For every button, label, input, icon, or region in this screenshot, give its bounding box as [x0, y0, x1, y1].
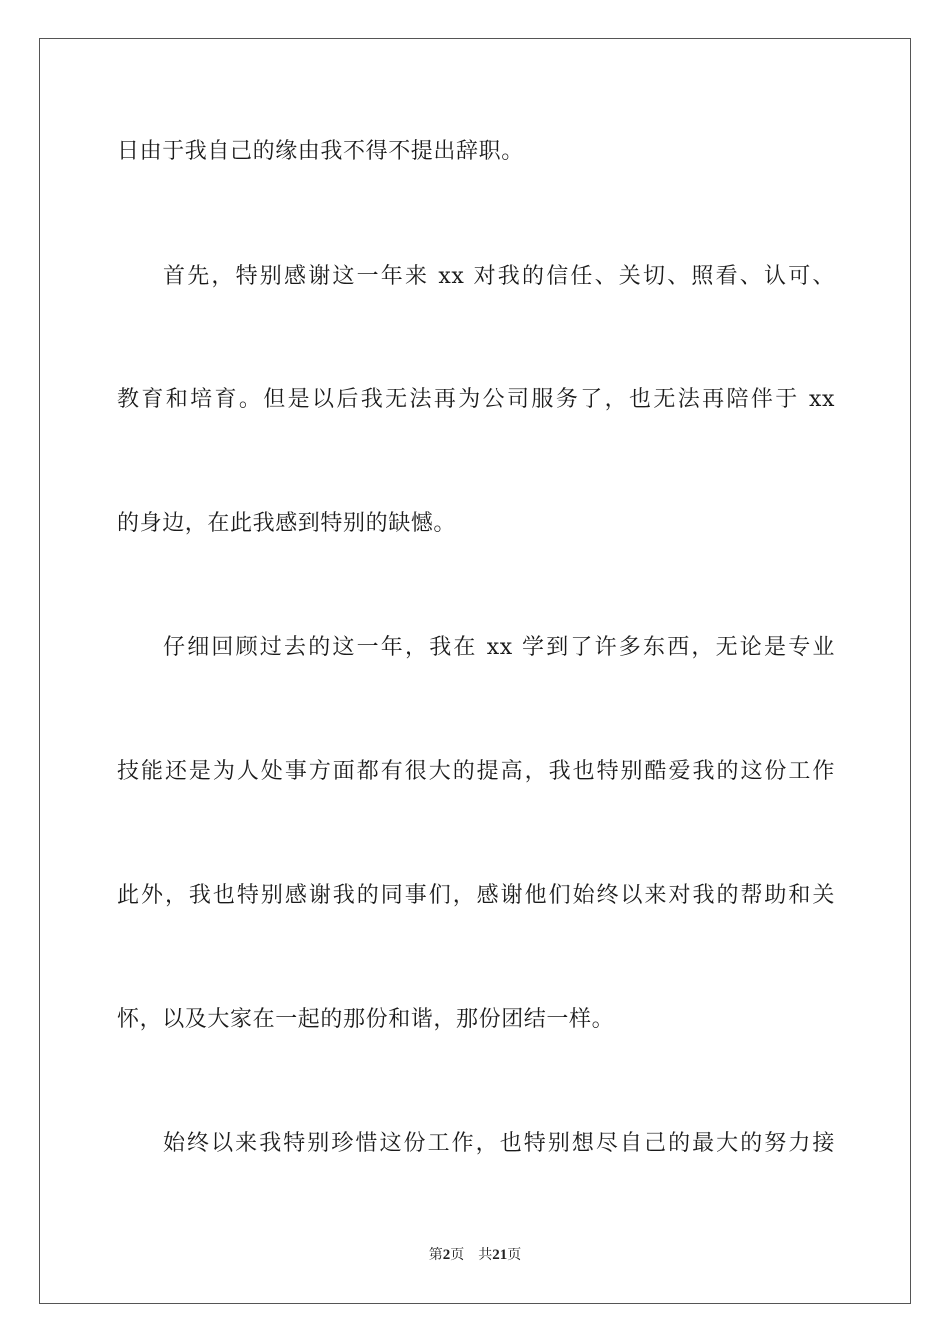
text-line: 此外，我也特别感谢我的同事们，感谢他们始终以来对我的帮助和关	[117, 883, 835, 908]
paragraph-first-line: 首先，特别感谢这一年来 xx 对我的信任、关切、照看、认可、	[163, 264, 835, 289]
text-line: 的身边，在此我感到特别的缺憾。	[117, 511, 457, 536]
text-line: 怀，以及大家在一起的那份和谐，那份团结一样。	[117, 1007, 615, 1032]
text-line: 技能还是为人处事方面都有很大的提高，我也特别酷爱我的这份工作	[117, 759, 835, 784]
page-number: 2	[442, 1247, 451, 1263]
page-footer	[0, 1246, 950, 1264]
total-pages: 21	[492, 1247, 508, 1263]
total-prefix: 共	[478, 1247, 493, 1263]
paragraph-first-line: 仔细回顾过去的这一年，我在 xx 学到了许多东西，无论是专业	[163, 635, 835, 660]
page-prefix: 第	[428, 1247, 443, 1263]
total-suffix: 页	[507, 1247, 522, 1263]
paragraph-first-line: 始终以来我特别珍惜这份工作，也特别想尽自己的最大的努力接	[163, 1131, 835, 1156]
text-line: 教育和培育。但是以后我无法再为公司服务了，也无法再陪伴于 xx	[117, 387, 835, 412]
text-line: 日由于我自己的缘由我不得不提出辞职。	[117, 139, 524, 164]
page-suffix: 页	[450, 1247, 465, 1263]
page-border	[39, 38, 911, 1304]
